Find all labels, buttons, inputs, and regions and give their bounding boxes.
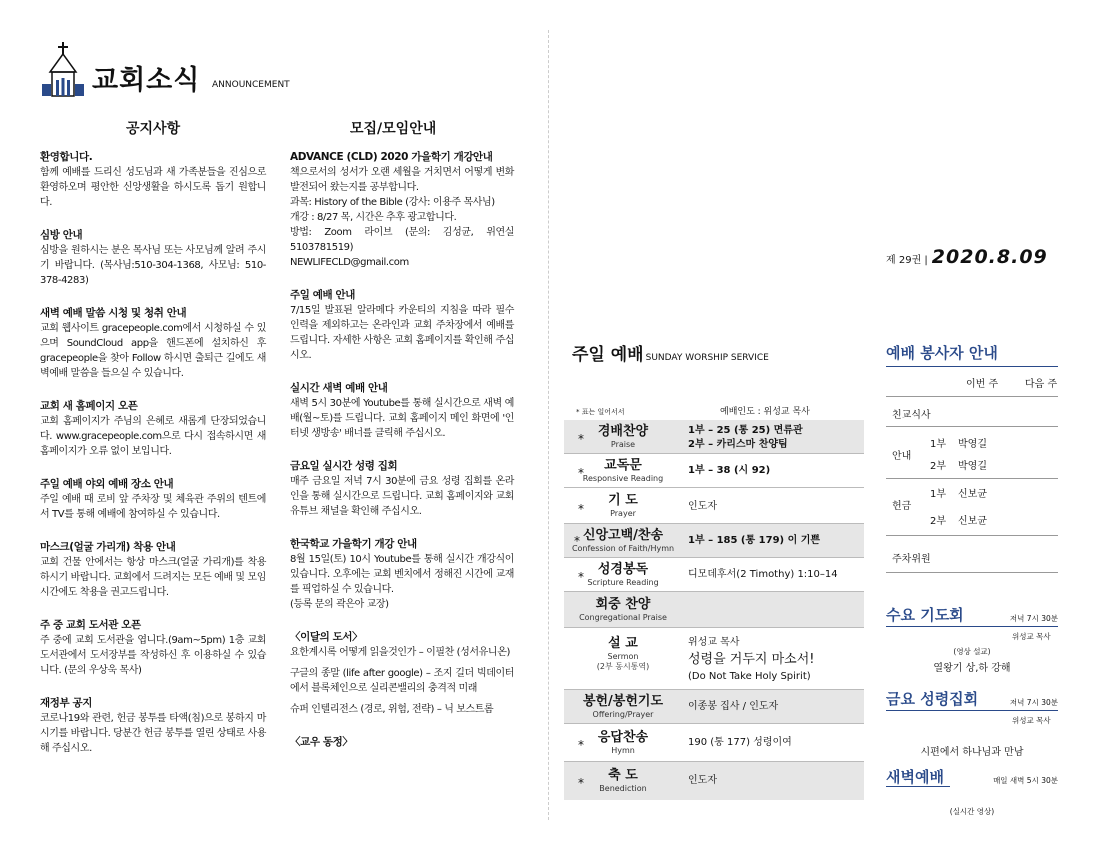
wednesday-service — [886, 604, 1058, 627]
notice-text: 코로나19와 관련, 헌금 봉투를 타액(침)으로 봉하지 마시기를 바랍니다. 당분간 헌금 봉투를 열린 상태로 사용해 주십시오. — [40, 713, 266, 754]
dawn-time: 매일 새벽 5시 30분 — [993, 776, 1058, 785]
order-item-ko: 교독문 — [604, 458, 642, 473]
notice-heading: 심방 안내 — [40, 229, 83, 241]
event-text: 책으로서의 성서가 오랜 세월을 거치면서 어떻게 변화 발전되어 왔는지를 공부합니다. — [290, 167, 514, 193]
stand-mark: * — [578, 738, 584, 752]
notice-heading: 주 중 교회 도서관 오픈 — [40, 619, 141, 631]
order-item-ko: 성경봉독 — [597, 562, 649, 577]
event-text: 방법: Zoom 라이브 (문의: 김성균, 위연실5103781519) — [290, 227, 514, 253]
order-item-en: Praise — [610, 440, 636, 449]
order-item-ko: 응답찬송 — [597, 730, 649, 745]
table-rule — [886, 535, 1058, 536]
page-title-en: ANNOUNCEMENT — [212, 80, 290, 90]
notice-text: 주 중에 교회 도서관을 엽니다.(9am~5pm) 1층 교회 도서관에서 도서장부를 작성하신 후 이용하실 수 있습니다. (문의 우상욱 목사) — [40, 635, 266, 676]
event-text: 8월 15일(토) 10시 Youtube를 통해 실시간 개강식이 있습니다. 오후에는 교회 벤치에서 정해진 시간에 교재를 픽업하실 수 있습니다. — [290, 554, 514, 595]
standing-note: * 표는 일어서서 — [576, 408, 625, 416]
stand-mark: * — [578, 466, 584, 480]
edition-info — [886, 246, 1048, 268]
order-value: 1부 – 185 (통 179) 이 기쁜 — [688, 535, 821, 546]
event-heading: ADVANCE (CLD) 2020 가을학기 개강안내 — [290, 151, 493, 163]
parking-label: 주차위원 — [892, 554, 931, 565]
order-item-ko: 회중 찬양 — [595, 597, 651, 612]
order-row — [564, 628, 864, 690]
order-row — [564, 488, 864, 524]
notice-heading: 마스크(얼굴 가리개) 착용 안내 — [40, 541, 176, 553]
friday-leader: 위성교 목사 — [1012, 716, 1051, 725]
order-item-en: Hymn — [611, 746, 635, 755]
order-row — [564, 762, 864, 800]
table-rule — [886, 396, 1058, 397]
offering-1-name: 신보균 — [958, 489, 987, 500]
event-heading: 금요일 실시간 성령 집회 — [290, 460, 398, 472]
worship-title-ko: 주일 예배 — [572, 345, 644, 365]
usher-1-label: 1부 — [930, 439, 947, 450]
sermon-title: 성령을 거두지 마소서! — [688, 652, 815, 667]
order-row — [564, 420, 864, 454]
table-rule — [886, 478, 1058, 479]
offering-1-label: 1부 — [930, 489, 947, 500]
fold-divider — [548, 30, 549, 820]
notice-text: 함께 예배를 드리신 성도님과 새 가족분들을 진심으로 환영하오며 평안한 신앙생활을 하시도록 돕기 원합니다. — [40, 167, 266, 208]
usher-2-name: 박영길 — [958, 461, 987, 472]
notice-heading: 주일 예배 야외 예배 장소 안내 — [40, 478, 174, 490]
order-value: 2부 – 카리스마 찬양팀 — [688, 439, 788, 450]
event-text: 7/15일 발표된 알라메다 카운티의 지침을 따라 필수 인력을 제외하고는 온라인과 교회 주차장에서 예배를 드립니다. 자세한 사항은 교회 홈페이지를 확인해 주십시오. — [290, 305, 514, 361]
order-value: 190 (통 177) 성령이여 — [688, 737, 792, 748]
order-item-en: Scripture Reading — [587, 578, 659, 587]
worship-title-en: SUNDAY WORSHIP SERVICE — [645, 353, 769, 363]
this-week-header: 이번 주 — [966, 379, 999, 390]
volunteers-title: 예배 봉사자 안내 — [886, 342, 1058, 367]
order-item-en: Benediction — [599, 784, 647, 793]
order-row — [564, 454, 864, 488]
friday-time: 저녁 7시 30분 — [1009, 698, 1058, 707]
order-item-ko: 경배찬양 — [597, 424, 649, 439]
order-value: 이종봉 집사 / 인도자 — [688, 701, 779, 712]
event-heading: 〈이달의 도서〉 — [290, 631, 363, 643]
notice-text: 심방을 원하시는 분은 목사님 또는 사모님께 알려 주시기 바랍니다. (목사님:510-304-1368, 사모님: 510-378-4283) — [40, 245, 266, 286]
col1-heading: 공지사항 — [126, 121, 181, 137]
notice-column — [40, 150, 266, 756]
wednesday-leader: 위성교 목사 — [1012, 632, 1051, 641]
offering-2-name: 신보균 — [958, 516, 987, 527]
wednesday-time: 저녁 7시 30분 — [1009, 614, 1058, 623]
order-item-ko: 설 교 — [608, 636, 638, 651]
notice-text: 교회 웹사이트 gracepeople.com에서 시청하실 수 있으며 SoundCloud app을 핸드폰에 설치하신 후 gracepeople을 찾아 Follow 하시면 출퇴근 길에도 새벽예배 말씀을 들으실 수 있습니다. — [40, 323, 266, 379]
order-row — [564, 524, 864, 558]
notice-heading: 환영합니다. — [40, 151, 93, 163]
wednesday-sermon: 열왕기 상,하 강해 — [933, 663, 1011, 674]
order-of-service — [564, 420, 864, 800]
worship-title — [572, 340, 769, 365]
order-item-ko: 축 도 — [608, 768, 638, 783]
edition-prefix: 제 29권 | — [886, 255, 928, 266]
order-item-en: Prayer — [610, 509, 636, 518]
order-item-en: Sermon — [607, 652, 639, 661]
order-value: 인도자 — [688, 775, 717, 786]
church-icon — [40, 42, 86, 98]
fellowship-label: 친교식사 — [892, 410, 931, 421]
table-rule — [886, 572, 1058, 573]
col2-heading: 모집/모임안내 — [350, 121, 437, 137]
dawn-service — [886, 766, 1058, 788]
book-item: 슈퍼 인텔리전스 (경로, 위험, 전략) – 닉 보스트롬 — [290, 704, 494, 715]
order-value: 인도자 — [688, 501, 717, 512]
order-item-en: Responsive Reading — [582, 474, 664, 483]
order-row — [564, 690, 864, 724]
event-heading: 한국학교 가을학기 개강 안내 — [290, 538, 417, 550]
order-item-en: Confession of Faith/Hymn — [571, 544, 675, 553]
order-value: 1부 – 25 (통 25) 면류관 — [688, 425, 803, 436]
notice-text: 교회 건물 안에서는 항상 마스크(얼굴 가리개)를 착용하시기 바랍니다. 교회에서 드려지는 모든 예배 및 모임 시간에도 착용을 권고드립니다. — [40, 557, 266, 598]
order-item-en: Offering/Prayer — [592, 710, 654, 719]
order-row — [564, 724, 864, 762]
worship-leader: 예배인도 : 위성교 목사 — [720, 407, 810, 417]
event-heading: 주일 예배 안내 — [290, 289, 355, 301]
usher-2-label: 2부 — [930, 461, 947, 472]
stand-mark: * — [578, 432, 584, 446]
order-row — [564, 592, 864, 628]
offering-2-label: 2부 — [930, 516, 947, 527]
event-text: 과목: History of the Bible (강사: 이용주 목사님) — [290, 197, 495, 208]
usher-label: 안내 — [892, 451, 912, 462]
order-item-note: (2부 동시통역) — [596, 662, 650, 671]
notice-text: 교회 홈페이지가 주님의 은혜로 새롭게 단장되었습니다. www.gracepeople.com으로 다시 접속하시면 새 홈페이지가 오류 없이 보입니다. — [40, 416, 266, 457]
order-value: 디모데후서(2 Timothy) 1:10–14 — [688, 569, 838, 580]
stand-mark: * — [578, 776, 584, 790]
order-item-en: Congregational Praise — [579, 613, 667, 622]
order-item-ko: 신앙고백/찬송 — [582, 528, 664, 543]
dawn-note: (실시간 영상) — [949, 807, 995, 816]
event-link[interactable]: NEWLIFECLD@gmail.com — [290, 257, 409, 268]
offering-label: 헌금 — [892, 501, 912, 512]
sermon-title-en: (Do Not Take Holy Spirit) — [688, 671, 811, 682]
order-value: 위성교 목사 — [688, 637, 740, 648]
edition-date: 2020.8.09 — [931, 246, 1048, 268]
order-item-ko: 기 도 — [608, 493, 638, 508]
event-text: 새벽 5시 30분에 Youtube를 통해 실시간으로 새벽 예배(월~토)를 드립니다. 교회 홈페이지 메인 화면에 '인터넷 생방송' 배너를 클릭해 주십시오. — [290, 398, 514, 439]
friday-sermon: 시편에서 하나님과 만남 — [920, 747, 1024, 758]
book-item: 구글의 종말 (life after google) – 조지 길더 빅데이터에서 블록체인으로 실리콘밸리의 충격적 미래 — [290, 668, 514, 694]
events-column — [290, 150, 514, 750]
stand-mark: * — [578, 502, 584, 516]
usher-1-name: 박영길 — [958, 439, 987, 450]
notice-heading: 교회 새 홈페이지 오픈 — [40, 400, 138, 412]
event-text: (등록 문의 곽은아 교장) — [290, 599, 389, 610]
notice-text: 주일 예배 때 로비 앞 주차장 및 체육관 주위의 텐트에서 TV를 통해 예배에 참여하실 수 있습니다. — [40, 494, 266, 520]
wednesday-note: (영상 설교) — [953, 647, 991, 656]
friday-service — [886, 688, 1058, 711]
event-heading: 〈교우 동정〉 — [290, 736, 353, 748]
page-title: 교회소식 — [92, 65, 201, 96]
stand-mark: * — [578, 570, 584, 584]
wednesday-title: 수요 기도회 — [886, 606, 964, 624]
dawn-title: 새벽예배 — [886, 768, 950, 787]
friday-title: 금요 성령집회 — [886, 690, 979, 708]
order-row — [564, 558, 864, 592]
event-text: 개강 : 8/27 목, 시간은 추후 광고합니다. — [290, 212, 457, 223]
next-week-header: 다음 주 — [1025, 379, 1058, 390]
table-rule — [886, 426, 1058, 427]
order-value: 1부 – 38 (시 92) — [688, 465, 771, 476]
book-item: 요한계시록 어떻게 읽을것인가 – 이필찬 (성서유니온) — [290, 647, 510, 658]
order-item-ko: 봉헌/봉헌기도 — [582, 694, 664, 709]
event-heading: 실시간 새벽 예배 안내 — [290, 382, 388, 394]
stand-mark: * — [574, 534, 580, 548]
event-text: 매주 금요일 저녁 7시 30분에 금요 성령 집회를 온라인을 통해 실시간으로 드립니다. 교회 홈페이지와 교회 유튜브 채널을 확인해 주십시오. — [290, 476, 514, 517]
notice-heading: 새벽 예배 말씀 시청 및 청취 안내 — [40, 307, 187, 319]
notice-heading: 재정부 공지 — [40, 697, 92, 709]
